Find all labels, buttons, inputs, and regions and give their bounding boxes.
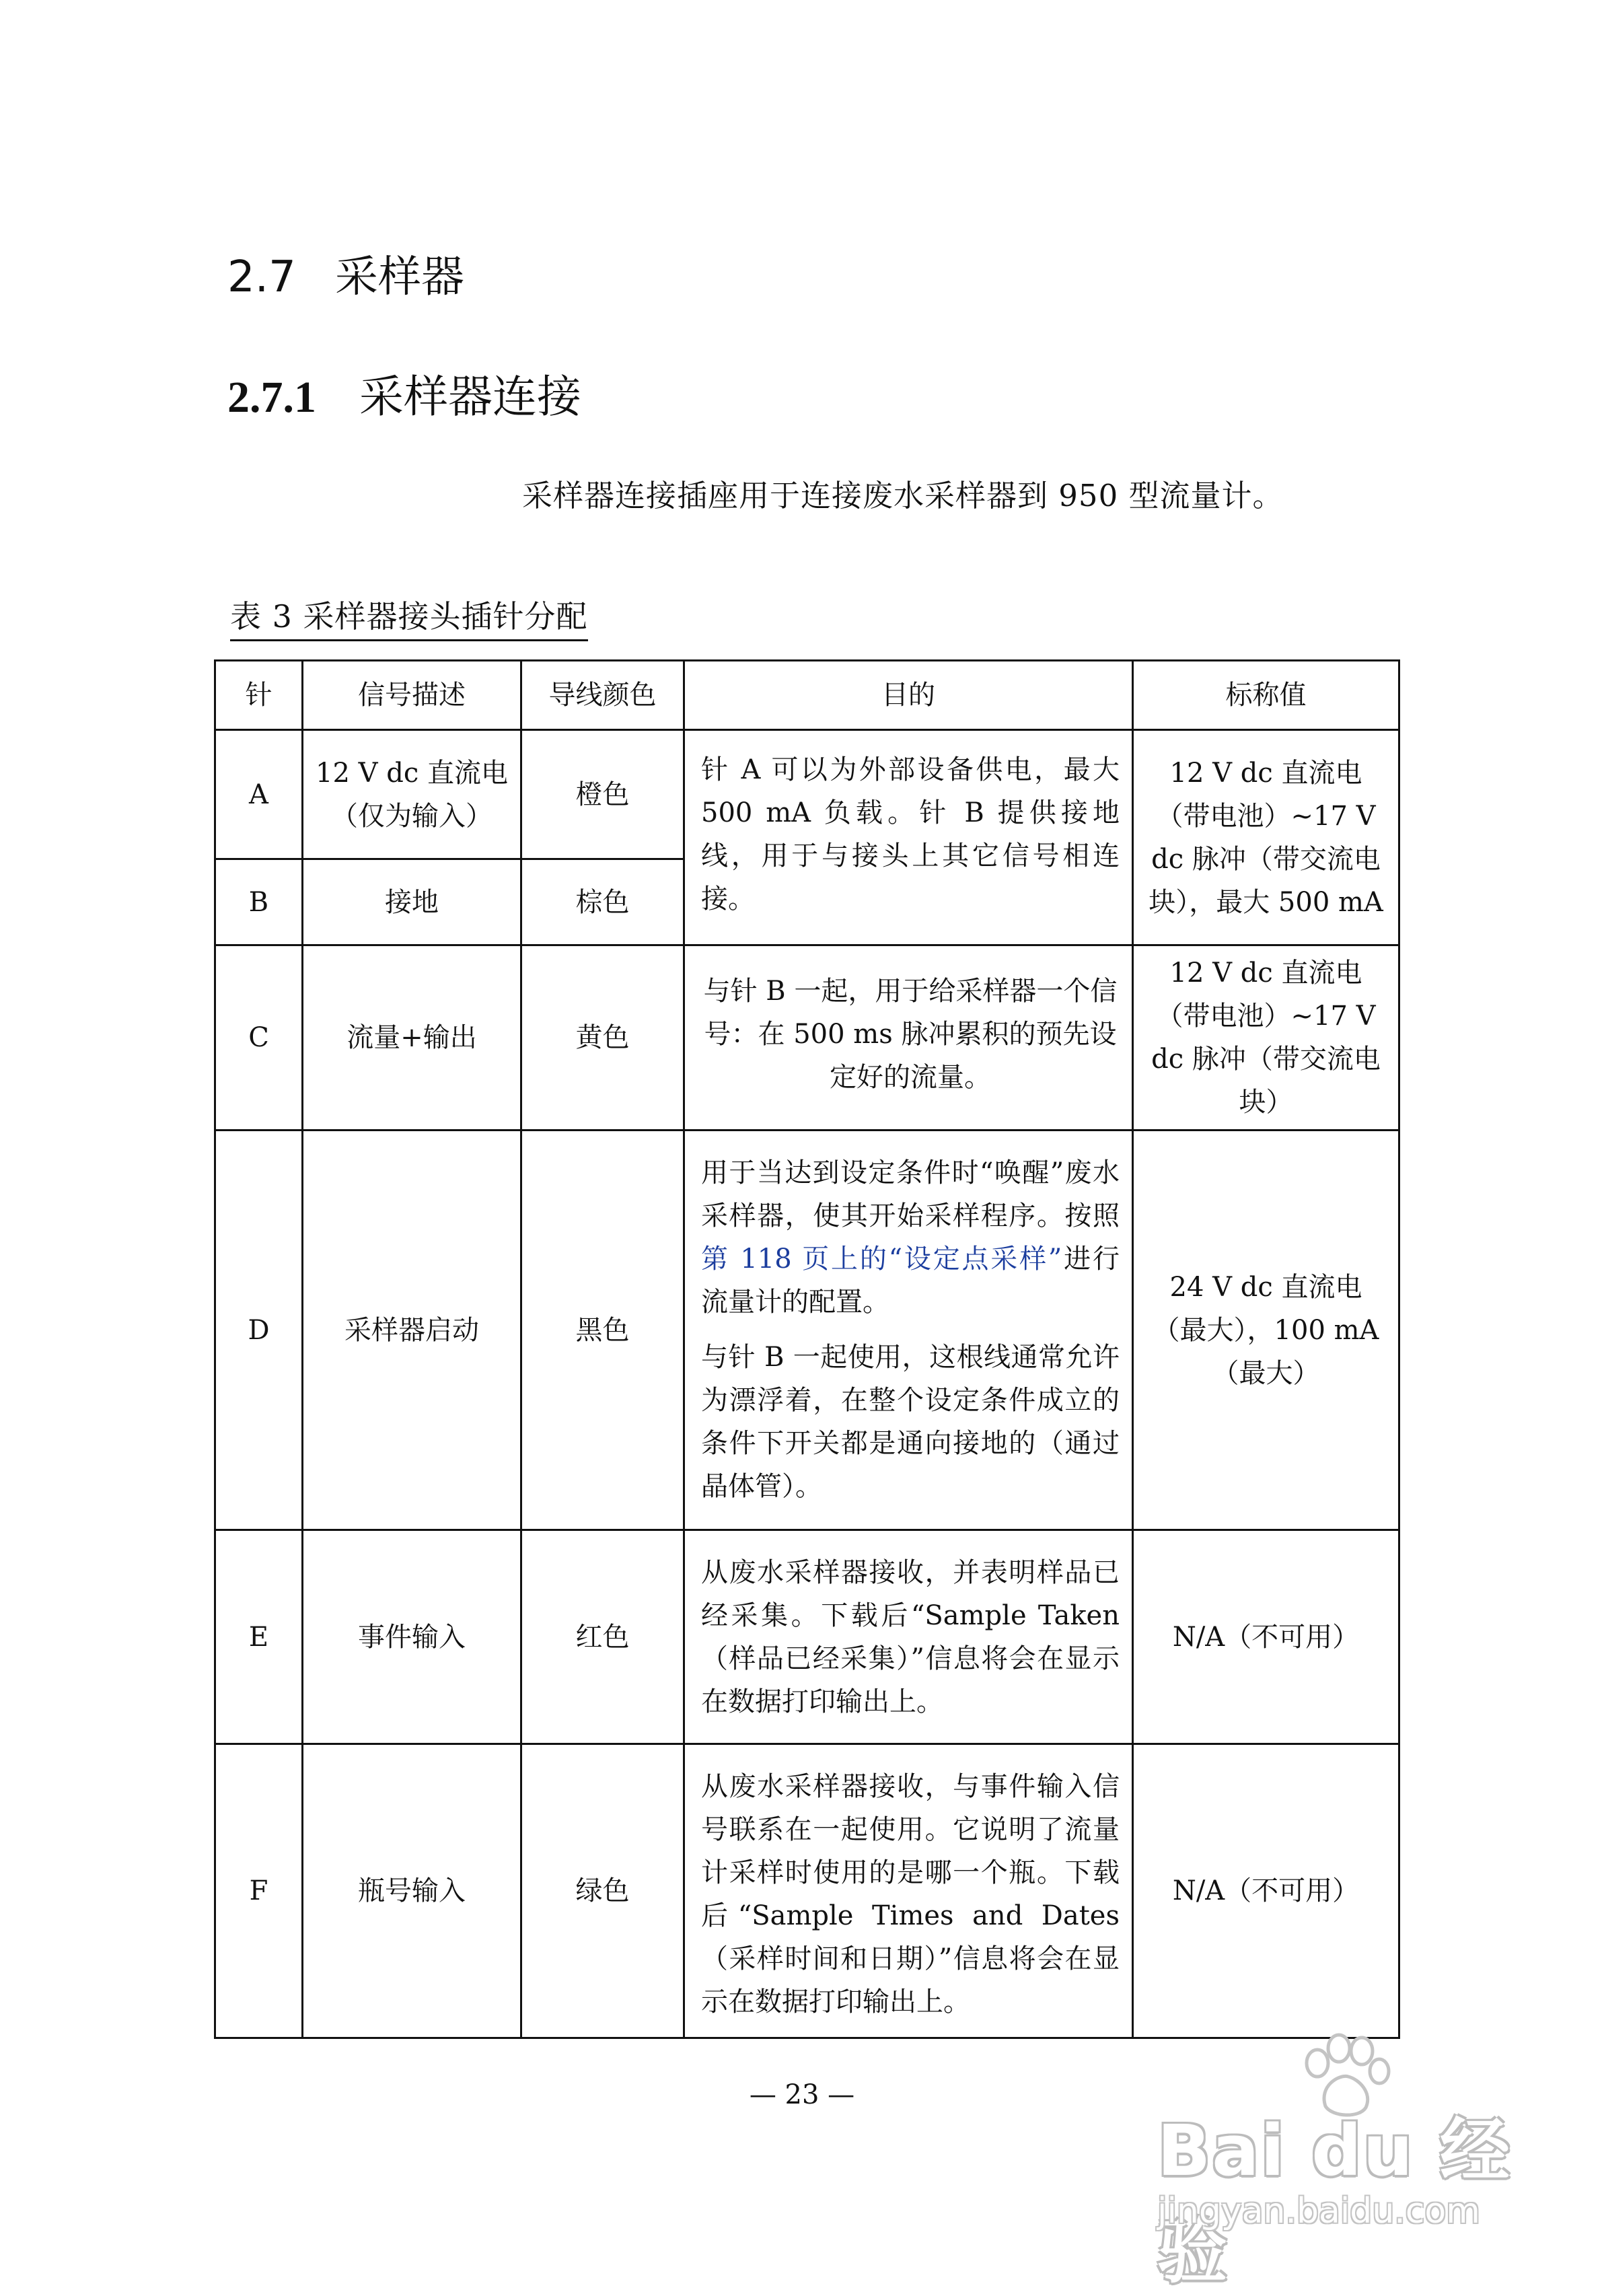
table-row: [215, 1530, 1399, 1744]
nominal-cell: 12 V dc 直流电（带电池）~17 V dc 脉冲（带交流电块），最大 500 mA: [1133, 730, 1399, 945]
watermark-url: jingyan.baidu.com: [1157, 2191, 1480, 2231]
header-nominal: 标称值: [1133, 661, 1399, 730]
table-header-row: [215, 661, 1399, 730]
header-signal: 信号描述: [303, 661, 521, 730]
purpose-cell: 从废水采样器接收，并表明样品已经采集。下载后“Sample Taken（样品已经采集）”信息将会在显示在数据打印输出上。: [684, 1530, 1133, 1744]
table-row: [215, 1131, 1399, 1530]
pin-assignment-table: [214, 659, 1400, 2039]
purpose-cell: 针 A 可以为外部设备供电，最大 500 mA 负载。针 B 提供接地线，用于与接头上其它信号相连接。: [684, 730, 1133, 945]
wire-color-cell: 红色: [521, 1530, 684, 1744]
signal-line: 12 V dc 直流电: [316, 757, 508, 789]
watermark-brand: Bai du 经验: [1157, 2110, 1511, 2293]
purpose-cell: 与针 B 一起，用于给采样器一个信号：在 500 ms 脉冲累积的预先设定好的流量。: [684, 945, 1133, 1131]
signal-cell: [303, 730, 521, 859]
wire-color-cell: 橙色: [521, 730, 684, 859]
header-purpose: 目的: [684, 661, 1133, 730]
pin-cell: C: [215, 945, 303, 1131]
wire-color-cell: 棕色: [521, 859, 684, 945]
nominal-cell: N/A（不可用）: [1133, 1744, 1399, 2038]
purpose-paragraph: 用于当达到设定条件时“唤醒”废水采样器，使其开始采样程序。按照第 118 页上的“设定点采样”进行流量计的配置。: [701, 1157, 1120, 1318]
wire-color-cell: 黑色: [521, 1131, 684, 1530]
pin-cell: E: [215, 1530, 303, 1744]
subsection-title: 采样器连接: [359, 371, 581, 423]
purpose-cell: [684, 1131, 1133, 1530]
table-caption: 表 3 采样器接头插针分配: [230, 592, 588, 641]
signal-cell: 事件输入: [303, 1530, 521, 1744]
table-row: [215, 945, 1399, 1131]
wire-color-cell: 黄色: [521, 945, 684, 1131]
section-title: 采样器: [335, 252, 464, 302]
subsection-number: 2.7.1: [227, 373, 316, 422]
setpoint-sampling-link[interactable]: 第 118 页上的“设定点采样”: [701, 1244, 1062, 1275]
subsection-heading: [227, 361, 581, 425]
section-heading: [227, 242, 464, 304]
signal-cell: 瓶号输入: [303, 1744, 521, 2038]
header-pin: 针: [215, 661, 303, 730]
pin-cell: F: [215, 1744, 303, 2038]
signal-cell: 流量+输出: [303, 945, 521, 1131]
signal-cell: 采样器启动: [303, 1131, 521, 1530]
signal-cell: 接地: [303, 859, 521, 945]
intro-paragraph: 采样器连接插座用于连接废水采样器到 950 型流量计。: [522, 478, 1284, 513]
header-wire-color: 导线颜色: [521, 661, 684, 730]
signal-line: （仅为输入）: [331, 800, 493, 832]
table-row: [215, 730, 1399, 859]
pin-cell: A: [215, 730, 303, 859]
purpose-cell: 从废水采样器接收，与事件输入信号联系在一起使用。它说明了流量计采样时使用的是哪一个瓶。下载后“Sample Times and Dates（采样时间和日期）”信息将会在显示在数据打印输出上。: [684, 1744, 1133, 2038]
purpose-paragraph: 与针 B 一起使用，这根线通常允许为漂浮着，在整个设定条件成立的条件下开关都是通向接地的（通过晶体管）。: [701, 1342, 1120, 1502]
table-row: [215, 1744, 1399, 2038]
nominal-cell: 12 V dc 直流电（带电池）~17 V dc 脉冲（带交流电块）: [1133, 945, 1399, 1131]
nominal-cell: N/A（不可用）: [1133, 1530, 1399, 1744]
wire-color-cell: 绿色: [521, 1744, 684, 2038]
page-number: — 23 —: [749, 2079, 855, 2110]
nominal-cell: 24 V dc 直流电（最大），100 mA（最大）: [1133, 1131, 1399, 1530]
pin-cell: D: [215, 1131, 303, 1530]
pin-cell: B: [215, 859, 303, 945]
baidu-jingyan-watermark: [1130, 2032, 1534, 2293]
section-number: 2.7: [227, 252, 296, 302]
